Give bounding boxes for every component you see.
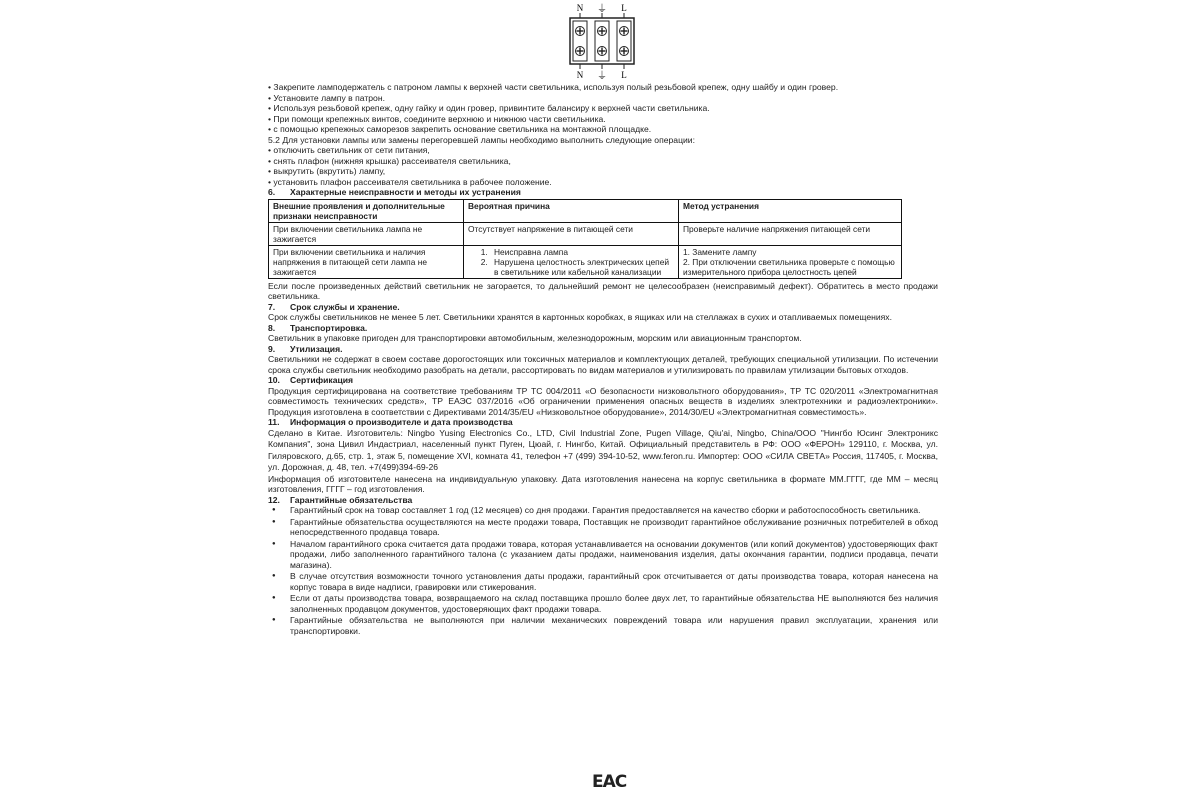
section-number: 11. — [268, 417, 280, 427]
install-line: • Закрепите ламподержатель с патроном лампы к верхней части светильника, используя полый резьбовой крепеж, одну шайбу и один гровер. — [268, 82, 839, 92]
table-cell-symptom: При включении светильника лампа не зажигается — [269, 222, 464, 245]
section-title: Транспортировка. — [290, 322, 368, 333]
section-title: Информация о производителе и дата производства — [290, 417, 513, 427]
section-10-text: Продукция сертифицирована на соответствие требованиям ТР ТС 004/2011 «О безопасности низковольтного оборудования», ТР ТС 020/2011 «Электромагнитная совместимость технических средств», ТР ЕАЭС 037/2016 «Об ограничении применения опасных веществ в изделиях электротехники и радиоэлектроники». Продукция изготовлена в соответствии с Директивами 2014/35/EU «Низковольтное оборудование», 2014/30/EU «Электромагнитная совместимость». — [268, 385, 938, 417]
table-cell-symptom: При включении светильника и наличия напряжения в питающей сети лампа не зажигается — [269, 245, 464, 278]
section-7-text: Срок службы светильников не менее 5 лет. Светильники хранятся в картонных коробках, в ящиках или на стеллажах в сухих и отапливаемых помещениях. — [268, 312, 892, 322]
table-cell-cause: Отсутствует напряжение в питающей сети — [464, 222, 679, 245]
terminal-block-diagram — [569, 2, 635, 80]
section-number: 12. — [268, 494, 280, 505]
section-12-heading — [268, 495, 938, 506]
manual-page — [268, 0, 938, 800]
install-line: • с помощью крепежных саморезов закрепить основание светильника на монтажной площадке. — [268, 124, 652, 134]
install-line: • При помощи крепежных винтов, соедините верхнюю и нижнюю части светильника. — [268, 113, 606, 124]
table-cell-remedy — [679, 245, 902, 278]
section-number: 9. — [268, 343, 276, 354]
table-header-remedy: Метод устранения — [679, 199, 902, 222]
list-item: ● Если от даты производства товара, возвращаемого на склад поставщика прошло более двух лет, то гарантийные обязательства НЕ выполняются без наличия заполненных продавцом документов, удостоверяющих факт продажи товара. — [268, 593, 938, 614]
cause-item: 2. Нарушена целостность электрических цепей в светильнике или кабельной канализации — [490, 257, 674, 277]
eac-certification-mark: EAC — [592, 772, 627, 792]
section-9-heading — [268, 344, 938, 355]
terminal-label-top-n: N — [576, 3, 584, 13]
section-number: 10. — [268, 375, 280, 385]
warranty-list — [268, 505, 938, 636]
installation-steps — [268, 82, 938, 187]
terminal-label-bottom-n: N — [576, 70, 584, 80]
section-7-heading — [268, 302, 938, 313]
section-title: Гарантийные обязательства — [290, 494, 413, 505]
terminal-label-top-ground: ⏚ — [597, 4, 607, 15]
table-header-row — [269, 199, 902, 222]
section-title: Характерные неисправности и методы их устранения — [290, 187, 521, 197]
section-11-heading — [268, 417, 938, 428]
section-10-heading — [268, 375, 938, 386]
terminal-label-bottom-ground: ⏚ — [597, 71, 607, 80]
table-row — [269, 245, 902, 278]
install-line: • отключить светильник от сети питания, — [268, 145, 430, 155]
section-number: 6. — [268, 187, 276, 197]
manual-content — [268, 82, 938, 637]
section-8-text: Светильник в упаковке пригоден для транспортировки автомобильным, железнодорожным, морским или авиационным транспортом. — [268, 333, 802, 343]
table-header-cause: Вероятная причина — [464, 199, 679, 222]
faults-table — [268, 199, 902, 279]
list-item: ● Гарантийные обязательства не выполняются при наличии механических повреждений товара или нарушения правил эксплуатации, хранения или транспортировки. — [268, 615, 938, 636]
table-row — [269, 222, 902, 245]
install-line: • снять плафон (нижняя крышка) рассеивателя светильника, — [268, 155, 511, 166]
table-cell-cause — [464, 245, 679, 278]
section-number: 8. — [268, 322, 276, 333]
section-11-text-2: Информация об изготовителе нанесена на индивидуальную упаковку. Дата изготовления нанесена на корпус светильника в формате ММ.ГГГГ, где ММ – месяц изготовления, ГГГГ – год изготовления. — [268, 473, 938, 494]
install-line: • Установите лампу в патрон. — [268, 92, 385, 103]
terminal-label-bottom-l: L — [621, 70, 627, 80]
install-line: • установить плафон рассеивателя светильника в рабочее положение. — [268, 176, 552, 187]
list-item: ● В случае отсутствия возможности точного установления даты продажи, гарантийный срок отсчитывается от даты производства товара, которая нанесена на корпус товара в виде надписи, гравировки или стикерования. — [268, 571, 938, 592]
install-line: • Используя резьбовой крепеж, одну гайку и один гровер, привинтите балансиру к верхней части светильника. — [268, 103, 710, 113]
section-8-heading — [268, 323, 938, 334]
list-item: ● Гарантийный срок на товар составляет 1 год (12 месяцев) со дня продажи. Гарантия предоставляется на качество сборки и работоспособность светильника. — [268, 505, 938, 516]
section-title: Срок службы и хранение. — [290, 301, 400, 312]
section-6-heading — [268, 187, 938, 198]
table-cell-remedy: Проверьте наличие напряжения питающей сети — [679, 222, 902, 245]
section-title: Сертификация — [290, 375, 354, 385]
section-number: 7. — [268, 301, 276, 312]
cause-item: 1. Неисправна лампа — [490, 247, 674, 257]
table-header-symptom: Внешние проявления и дополнительные признаки неисправности — [269, 199, 464, 222]
remedy-item: 1. Замените лампу — [683, 246, 757, 257]
install-line: 5.2 Для установки лампы или замены перегоревшей лампы необходимо выполнить следующие операции: — [268, 134, 695, 145]
terminal-label-top-l: L — [621, 3, 627, 13]
section-6-note: Если после произведенных действий светильник не загорается, то дальнейший ремонт не целесообразен (неисправимый дефект). Обратитесь в место продажи светильника. — [268, 280, 938, 301]
install-line: • выкрутить (вкрутить) лампу, — [268, 166, 386, 176]
remedy-item: 2. При отключении светильника проверьте с помощью измерительного прибора целостность цепей — [683, 256, 895, 277]
section-title: Утилизация. — [290, 343, 343, 354]
section-11-text: Сделано в Китае. Изготовитель: Ningbo Yusing Electronics Co., LTD, Civil Industrial Zone, Pugen Village, Qiu'ai, Ningbo, China/ООО "Нингбо Юсинг Электроникс Компания", зона Цивил Индастриал, населенный пункт Пуген, Цюай, г. Нингбо, Китай. Официальный представитель в РФ: ООО «ФЕРОН» 129110, г. Москва, ул. Гиляровского, д.65, стр. 1, этаж 5, помещение XVI, комната 41, телефон +7 (499) 394-10-52, www.feron.ru. Импортер: ООО «СИЛА СВЕТА» Россия, 117405, г. Москва, ул. Дорожная, д. 48, тел. +7(499)394-69-26 — [268, 427, 938, 472]
section-9-text: Светильники не содержат в своем составе дорогостоящих или токсичных материалов и комплектующих деталей, требующих специальной утилизации. По истечении срока службы светильник необходимо разобрать на детали, рассортировать по видам материалов и утилизировать по правилам утилизации бытовых отходов. — [268, 354, 938, 375]
list-item: ● Началом гарантийного срока считается дата продажи товара, которая устанавливается на основании документов (или копий документов) удостоверяющих факт продажи, либо заполненного гарантийного талона (с указанием даты продажи, наименования изделия, даты окончания гарантии, подписи продавца, печати магазина). — [268, 539, 938, 571]
list-item: ● Гарантийные обязательства осуществляются на месте продажи товара, Поставщик не производит гарантийное обслуживание розничных потребителей в обход непосредственного продавца товара. — [268, 517, 938, 538]
